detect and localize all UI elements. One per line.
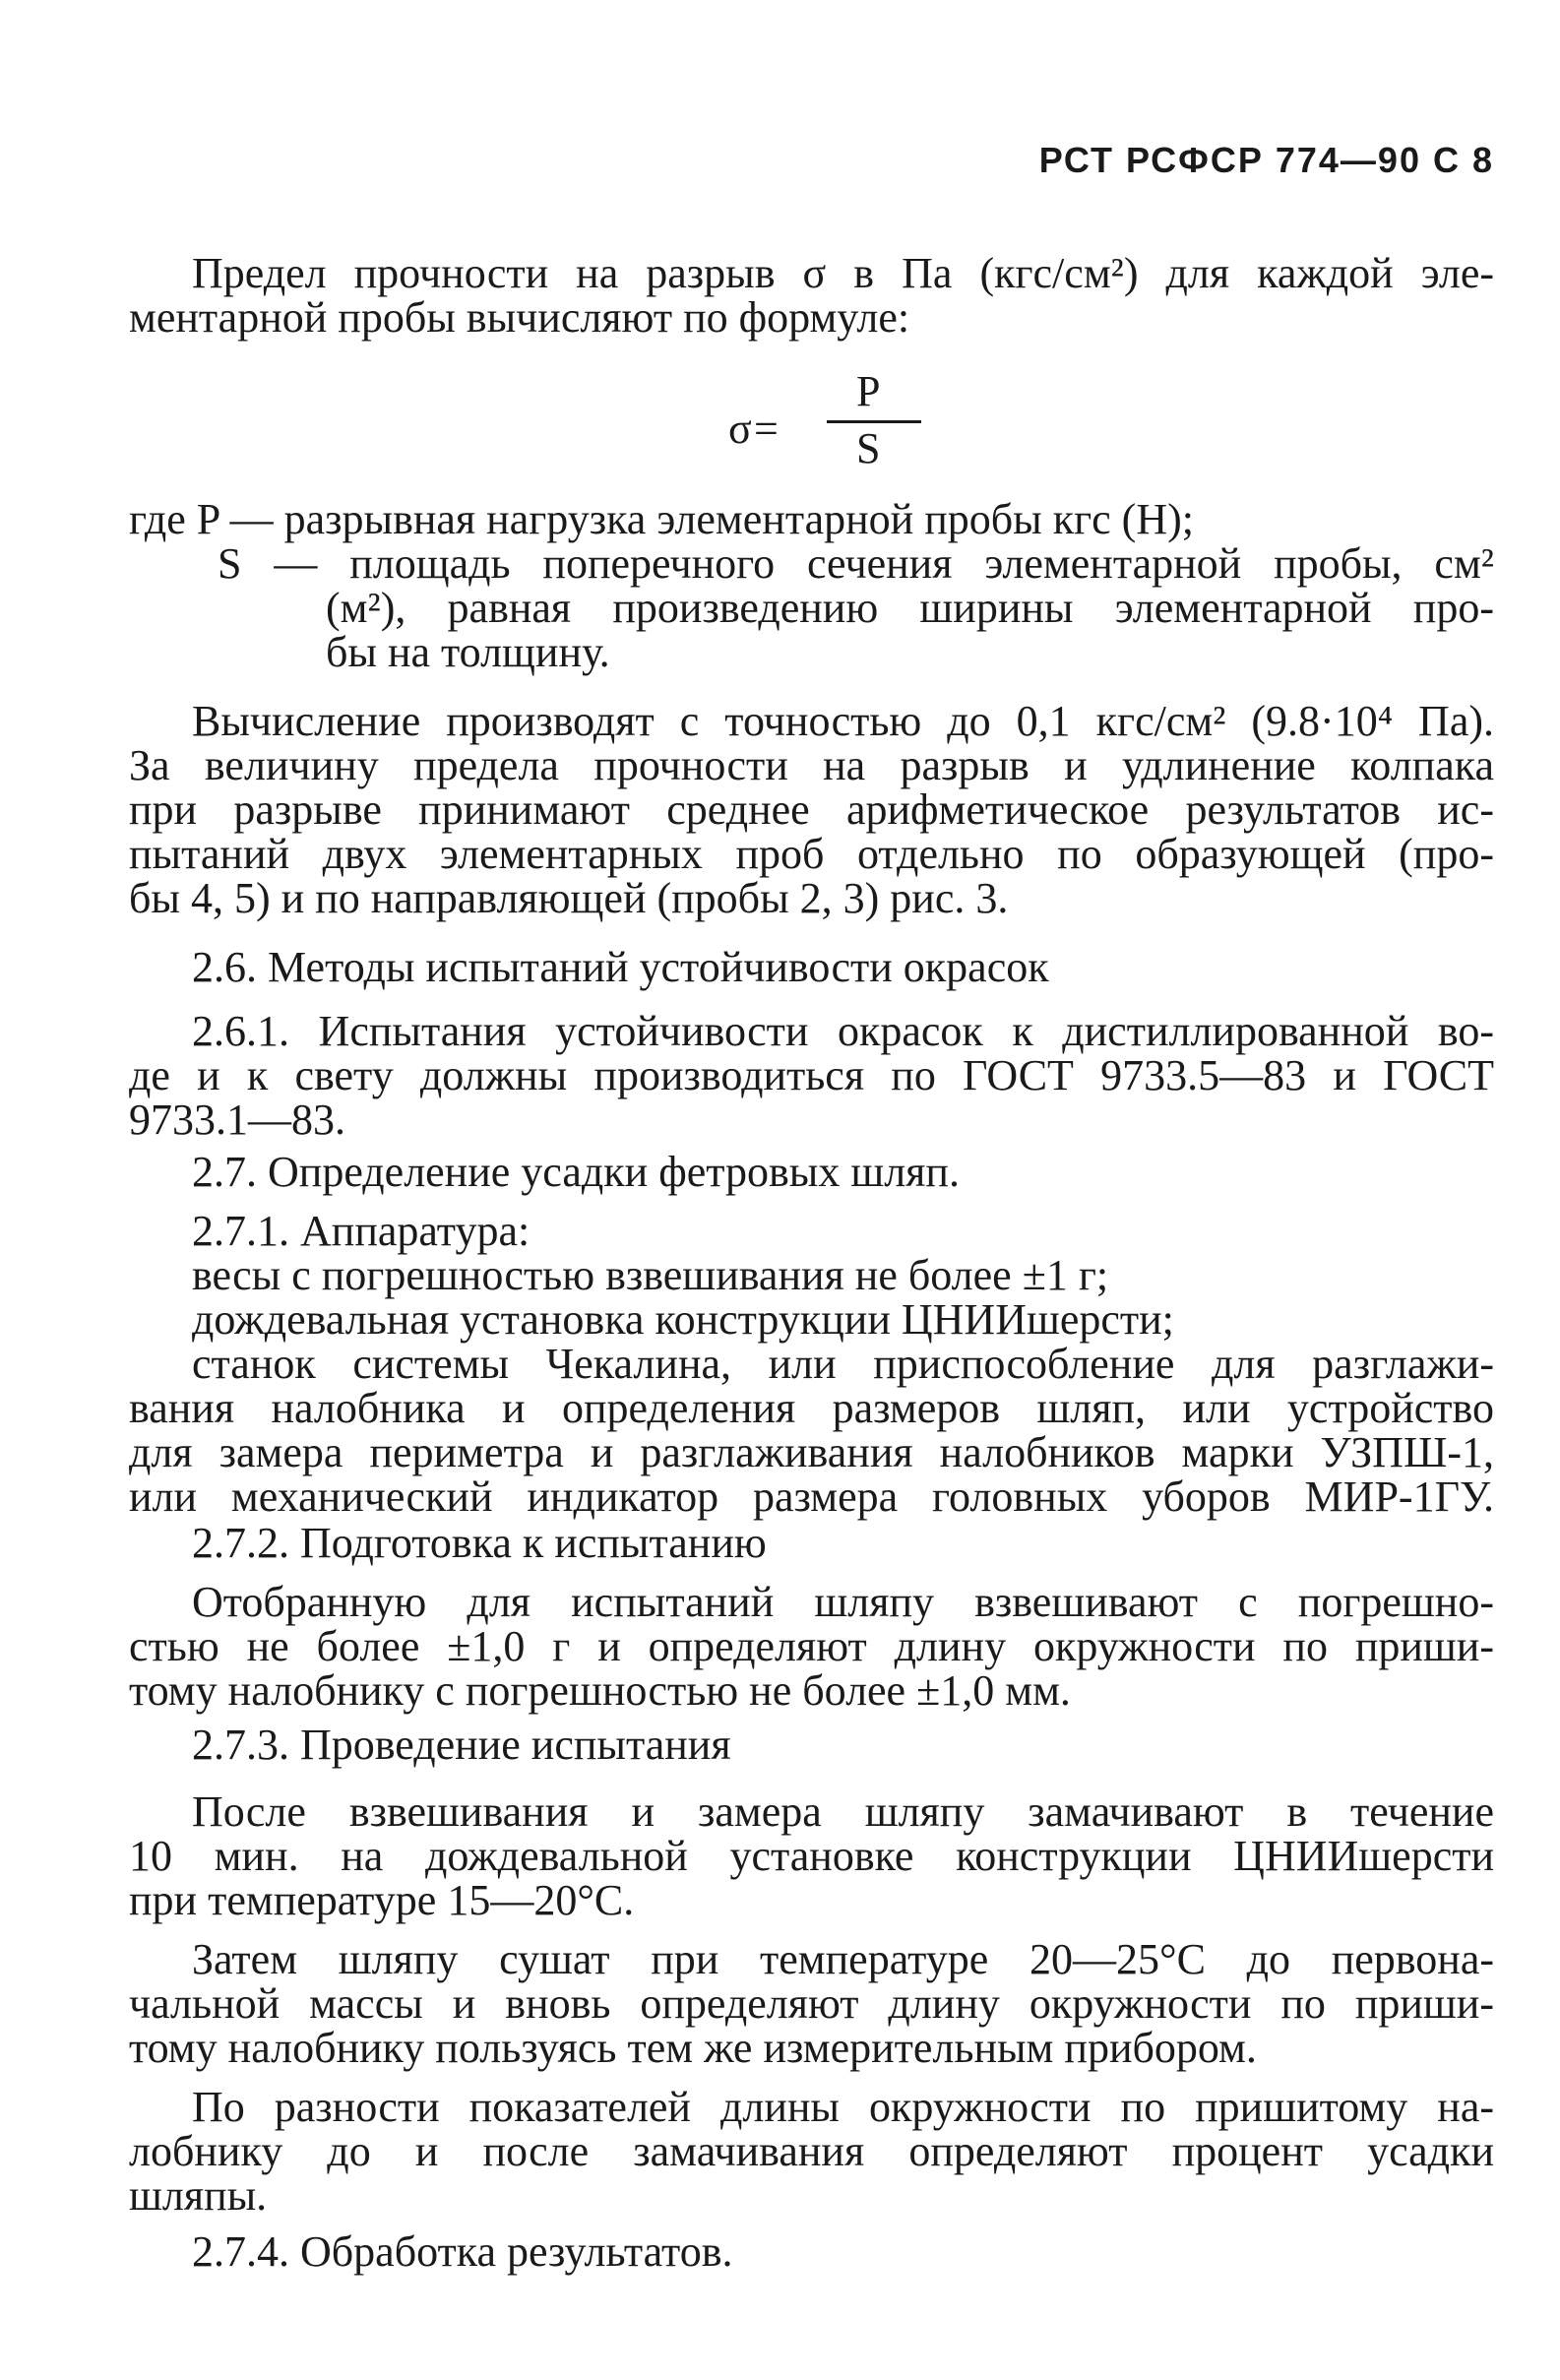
formula — [728, 369, 925, 477]
text-line: По разности показателей длины окружности по пришитому на- — [192, 2083, 1494, 2131]
text-line: чальной массы и вновь определяют длину окружности по приши- — [129, 1979, 1494, 2028]
apparatus-line: станок системы Чекалина, или приспособление для разглажи- — [192, 1340, 1494, 1388]
apparatus-line: для замера периметра и разглаживания налобников марки УЗПШ-1, — [129, 1428, 1494, 1476]
apparatus-line: или механический индикатор размера головных уборов МИР-1ГУ. — [129, 1472, 1494, 1521]
section-2-6 — [129, 945, 1494, 989]
test-paragraph-2 — [129, 1937, 1494, 2070]
section-heading: 2.6. Методы испытаний устойчивости окрасок — [192, 943, 1049, 991]
text-line: лобнику до и после замачивания определяют процент усадки — [129, 2127, 1494, 2175]
where-block — [129, 497, 1494, 674]
text-line: ментарной пробы вычисляют по формуле: — [129, 293, 910, 342]
section-2-7-1 — [129, 1209, 1494, 1519]
section-2-7-3 — [129, 1722, 1494, 1767]
text-line: За величину предела прочности на разрыв и удлинение колпака — [129, 741, 1494, 789]
text-line: тому налобнику с погрешностью не более ±1,0 мм. — [129, 1666, 1071, 1715]
section-2-7-4 — [129, 2229, 1494, 2274]
formula-lhs: σ — [728, 405, 752, 453]
text-line: тому налобнику пользуясь тем же измерительным прибором. — [129, 2024, 1257, 2072]
text-line: Вычисление производят с точностью до 0,1 кгс/см² (9.8·10⁴ Па). — [192, 697, 1494, 745]
section-heading: 2.7.2. Подготовка к испытанию — [192, 1519, 767, 1567]
text-line: шляпы. — [129, 2171, 268, 2220]
text-line: бы 4, 5) и по направляющей (пробы 2, 3) рис. 3. — [129, 874, 1009, 922]
where-s-line: S — площадь поперечного сечения элементарной пробы, см² — [218, 539, 1494, 588]
formula-numerator: P — [856, 367, 881, 415]
text-line: 10 мин. на дождевальной установке конструкции ЦНИИшерсти — [129, 1832, 1494, 1880]
fraction-bar — [827, 420, 921, 423]
section-heading: 2.7.3. Проведение испытания — [192, 1721, 731, 1769]
text-line: После взвешивания и замера шляпу замачивают в течение — [192, 1787, 1494, 1836]
apparatus-line: дождевальная установка конструкции ЦНИИшерсти; — [192, 1295, 1174, 1344]
section-heading: 2.7.4. Обработка результатов. — [192, 2227, 733, 2276]
text-line: пытаний двух элементарных проб отдельно по образующей (про- — [129, 830, 1494, 878]
text-line: Предел прочности на разрыв σ в Па (кгс/см²) для каждой эле- — [192, 249, 1494, 297]
apparatus-line: весы с погрешностью взвешивания не более ±1 г; — [192, 1251, 1109, 1299]
text-line: Затем шляпу сушат при температуре 20—25°С до первона- — [192, 1935, 1494, 1983]
text-line: де и к свету должны производиться по ГОСТ 9733.5—83 и ГОСТ — [129, 1051, 1494, 1099]
text-line: 2.6.1. Испытания устойчивости окрасок к дистиллированной во- — [192, 1007, 1494, 1055]
formula-eq: = — [754, 405, 779, 453]
text-line: Отобранную для испытаний шляпу взвешивают с погрешно- — [192, 1578, 1494, 1626]
section-2-7 — [129, 1150, 1494, 1194]
section-2-7-2 — [129, 1521, 1494, 1565]
text-line: 9733.1—83. — [129, 1096, 345, 1144]
section-heading: 2.7.1. Аппаратура: — [192, 1207, 530, 1255]
text-line: при температуре 15—20°С. — [129, 1876, 635, 1924]
text-line: стью не более ±1,0 г и определяют длину окружности по приши- — [129, 1622, 1494, 1670]
page-header: РСТ РСФСР 774—90 С 8 — [1038, 140, 1494, 180]
text-line: при разрыве принимают среднее арифметическое результатов ис- — [129, 785, 1494, 834]
test-paragraph-1 — [129, 1789, 1494, 1922]
test-paragraph-3 — [129, 2085, 1494, 2218]
prep-paragraph — [129, 1580, 1494, 1713]
intro-paragraph — [129, 251, 1494, 340]
formula-denominator: S — [856, 424, 881, 472]
calc-paragraph — [129, 699, 1494, 920]
section-2-6-1 — [129, 1009, 1494, 1142]
where-s-line: бы на толщину. — [326, 628, 610, 676]
apparatus-line: вания налобника и определения размеров шляп, или устройство — [129, 1384, 1494, 1432]
where-p-line: где P — разрывная нагрузка элементарной пробы кгс (Н); — [129, 495, 1194, 543]
where-s-line: (м²), равная произведению ширины элементарной про- — [326, 584, 1494, 632]
section-heading: 2.7. Определение усадки фетровых шляп. — [192, 1148, 960, 1196]
